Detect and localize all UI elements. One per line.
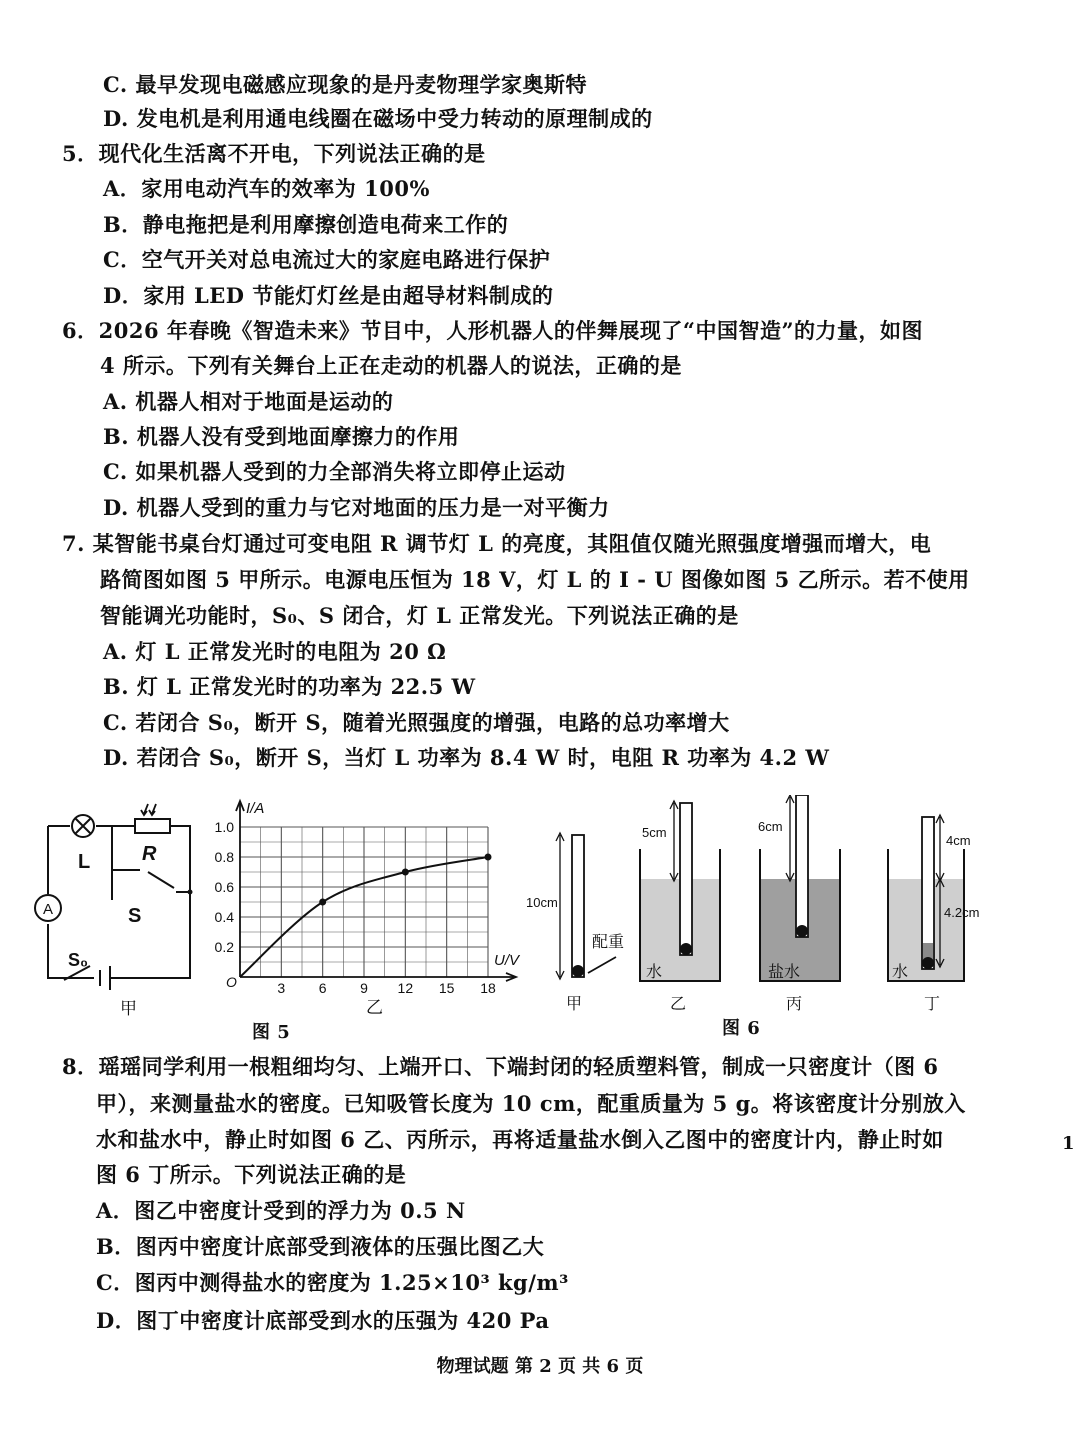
fig5-title: 图 5 bbox=[252, 1022, 291, 1043]
lamp-icon bbox=[72, 815, 94, 837]
resistor-label: R bbox=[142, 843, 157, 865]
counterweight-icon bbox=[572, 965, 584, 977]
y-tick-label: 0.8 bbox=[214, 849, 234, 865]
q6-option-d: D. 机器人受到的重力与它对地面的压力是一对平衡力 bbox=[103, 495, 610, 520]
q7-stem-line3: 智能调光功能时，S₀、S 闭合，灯 L 正常发光。下列说法正确的是 bbox=[100, 603, 739, 628]
yi-caption: 乙 bbox=[670, 996, 687, 1013]
q8-option-d: D．图丁中密度计底部受到水的压强为 420 Pa bbox=[96, 1308, 550, 1333]
y-tick-label: 0.4 bbox=[214, 909, 234, 925]
switch-s0-label: S₀ bbox=[68, 950, 89, 970]
fig6-ding bbox=[888, 815, 979, 1013]
x-axis-label: U/V bbox=[494, 952, 520, 969]
fig6-yi bbox=[640, 801, 720, 1013]
q5-option-b: B．静电拖把是利用摩擦创造电荷来工作的 bbox=[103, 212, 509, 237]
q8-stem-line2: 甲），来测量盐水的密度。已知吸管长度为 10 cm，配重质量为 5 g。将该密度计分别放入 bbox=[96, 1091, 966, 1116]
data-point bbox=[402, 869, 409, 876]
y-tick-label: 1.0 bbox=[214, 819, 234, 835]
resistor-icon bbox=[135, 819, 170, 833]
x-tick-label: 3 bbox=[277, 980, 286, 996]
q6-option-b: B. 机器人没有受到地面摩擦力的作用 bbox=[103, 424, 460, 449]
fig6-jia bbox=[526, 833, 624, 1013]
q5-option-c: C．空气开关对总电流过大的家庭电路进行保护 bbox=[103, 247, 551, 272]
q7-option-a: A. 灯 L 正常发光时的电阻为 20 Ω bbox=[103, 639, 447, 664]
light-arrows-icon bbox=[141, 804, 156, 815]
density-meter-figure bbox=[520, 795, 990, 1015]
x-tick-label: 12 bbox=[397, 980, 414, 996]
jia-caption: 甲 bbox=[566, 996, 583, 1013]
bing-caption: 丙 bbox=[786, 996, 803, 1013]
q7-stem-line1: 7. 某智能书桌台灯通过可变电阻 R 调节灯 L 的亮度，其阻值仅随光照强度增强而增大，电 bbox=[62, 531, 932, 556]
data-point bbox=[319, 899, 326, 906]
graph-caption: 乙 bbox=[366, 998, 383, 1017]
q7-stem-line2: 路简图如图 5 甲所示。电源电压恒为 18 V，灯 L 的 I - U 图像如图 5 乙所示。若不使用 bbox=[100, 567, 970, 592]
x-tick-label: 18 bbox=[480, 980, 496, 996]
yi-depth-label: 5cm bbox=[642, 825, 667, 840]
q7-option-d: D. 若闭合 S₀，断开 S，当灯 L 功率为 8.4 W 时，电阻 R 功率为 4.2 W bbox=[103, 745, 830, 770]
q5-option-d: D．家用 LED 节能灯灯丝是由超导材料制成的 bbox=[103, 283, 554, 308]
ding-below-label: 4.2cm bbox=[944, 905, 980, 920]
page-footer: 物理试题 第 2 页 共 6 页 bbox=[436, 1356, 644, 1377]
origin-label: O bbox=[226, 974, 237, 990]
bing-depth-label: 6cm bbox=[758, 819, 783, 834]
q8-stem-line3: 水和盐水中，静止时如图 6 乙、丙所示，再将适量盐水倒入乙图中的密度计内，静止时如 bbox=[96, 1127, 944, 1152]
q8-stem-line1: 8．瑶瑶同学利用一根粗细均匀、上端开口、下端封闭的轻质塑料管，制成一只密度计（图 6 bbox=[62, 1054, 939, 1079]
counterweight-label: 配重 bbox=[592, 934, 625, 951]
q6-option-c: C. 如果机器人受到的力全部消失将立即停止运动 bbox=[103, 459, 566, 484]
ding-liquid-label: 水 bbox=[892, 964, 909, 981]
fig6-bing bbox=[758, 795, 840, 1013]
ding-caption: 丁 bbox=[924, 996, 941, 1013]
circuit-caption: 甲 bbox=[120, 999, 137, 1018]
yi-liquid-label: 水 bbox=[646, 964, 663, 981]
y-tick-label: 0.2 bbox=[214, 939, 234, 955]
iu-graph bbox=[208, 795, 528, 1020]
q5-stem: 5．现代化生活离不开电，下列说法正确的是 bbox=[62, 141, 486, 166]
x-tick-label: 6 bbox=[318, 980, 327, 996]
y-axis-label: I/A bbox=[246, 800, 265, 817]
data-point bbox=[485, 854, 492, 861]
q8-stem-line4: 图 6 丁所示。下列说法正确的是 bbox=[96, 1162, 407, 1187]
ding-above-label: 4cm bbox=[946, 833, 971, 848]
bing-liquid-label: 盐水 bbox=[768, 964, 801, 981]
jia-length-label: 10cm bbox=[526, 895, 558, 910]
q4-option-c: C. 最早发现电磁感应现象的是丹麦物理学家奥斯特 bbox=[103, 72, 587, 97]
ammeter-label: A bbox=[42, 901, 54, 918]
q8-option-a: A．图乙中密度计受到的浮力为 0.5 N bbox=[96, 1198, 466, 1223]
q5-option-a: A．家用电动汽车的效率为 100% bbox=[103, 176, 430, 201]
y-tick-label: 0.6 bbox=[214, 879, 234, 895]
lamp-label: L bbox=[78, 851, 91, 873]
margin-mark: 1 bbox=[1062, 1133, 1075, 1154]
x-tick-label: 15 bbox=[438, 980, 455, 996]
q7-option-b: B. 灯 L 正常发光时的功率为 22.5 W bbox=[103, 674, 476, 699]
x-tick-label: 9 bbox=[360, 980, 368, 996]
fig6-title: 图 6 bbox=[722, 1018, 761, 1039]
q6-option-a: A. 机器人相对于地面是运动的 bbox=[103, 389, 394, 414]
circuit-diagram bbox=[20, 800, 210, 1020]
ammeter-icon bbox=[35, 895, 61, 921]
q6-stem-line1: 6．2026 年春晚《智造未来》节目中，人形机器人的伴舞展现了“中国智造”的力量，如图 bbox=[62, 318, 924, 343]
q8-option-c: C．图丙中测得盐水的密度为 1.25×10³ kg/m³ bbox=[96, 1270, 569, 1295]
switch-s-label: S bbox=[128, 905, 142, 927]
q4-option-d: D. 发电机是利用通电线圈在磁场中受力转动的原理制成的 bbox=[103, 106, 653, 131]
q7-option-c: C. 若闭合 S₀，断开 S，随着光照强度的增强，电路的总功率增大 bbox=[103, 710, 730, 735]
q6-stem-line2: 4 所示。下列有关舞台上正在走动的机器人的说法，正确的是 bbox=[100, 353, 682, 378]
q8-option-b: B．图丙中密度计底部受到液体的压强比图乙大 bbox=[96, 1234, 545, 1259]
